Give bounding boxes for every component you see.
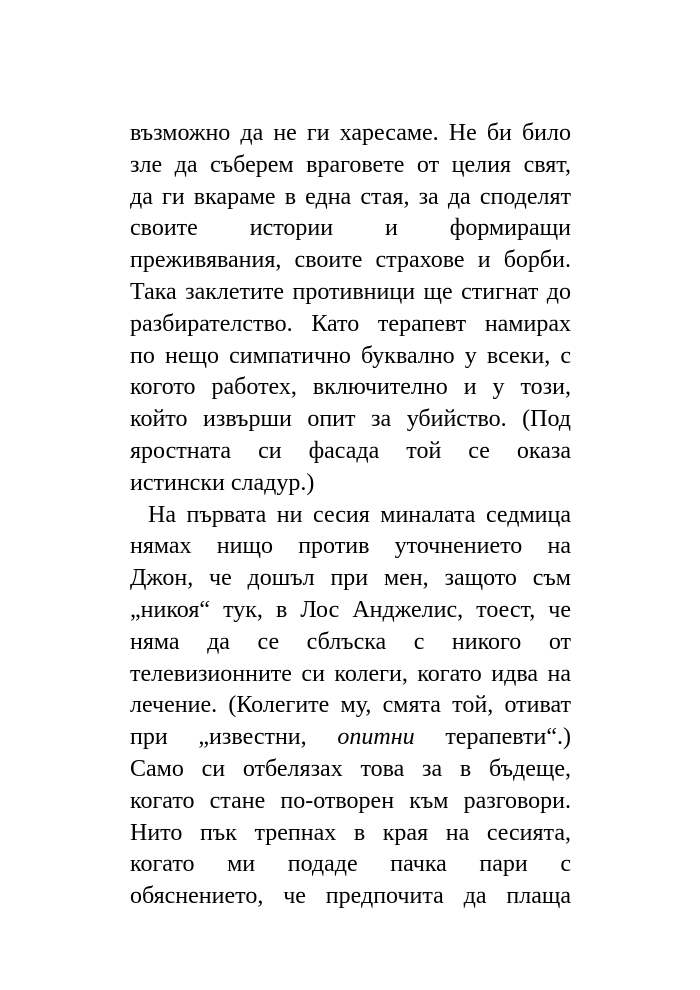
text-line: преживявания, своите страхове и борби.: [130, 247, 571, 274]
text-line: когато стане по-отворен към разговори.: [130, 787, 571, 814]
paragraph-2: [130, 500, 571, 913]
text-line: когато ми подаде пачка пари с: [130, 851, 571, 878]
text-line: да ги вкараме в една стая, за да споделят: [130, 183, 571, 210]
italic-text: опитни: [337, 724, 415, 751]
text-line: своите истории и формиращи: [130, 215, 571, 242]
text-segment: терапевти“.): [414, 724, 572, 751]
text-line: когото работех, включително и у този,: [130, 374, 571, 401]
text-line: Нито пък трепнах в края на сесията,: [130, 819, 571, 846]
text-line: зле да съберем враговете от целия свят,: [130, 151, 571, 178]
text-line: яростната си фасада той се оказа: [130, 437, 571, 464]
text-line: лечение. (Колегите му, смята той, отиват: [130, 692, 571, 719]
text-line: по нещо симпатично буквално у всеки, с: [130, 342, 571, 369]
text-line: „никоя“ тук, в Лос Анджелис, тоест, че: [130, 596, 571, 623]
paragraph-1: [130, 118, 571, 500]
text-line: който извърши опит за убийство. (Под: [130, 406, 571, 433]
text-line: разбирателство. Като терапевт намирах: [130, 310, 571, 337]
text-segment: при „известни,: [130, 724, 338, 751]
text-line: Само си отбелязах това за в бъдеще,: [130, 755, 571, 782]
text-line: обяснението, че предпочита да плаща: [130, 883, 571, 910]
text-line: Джон, че дошъл при мен, защото съм: [130, 565, 571, 592]
text-line: истински сладур.): [130, 469, 315, 496]
text-line: няма да се сблъска с никого от: [130, 628, 571, 655]
text-line: [130, 722, 571, 754]
text-line: възможно да не ги харесаме. Не би било: [130, 120, 571, 146]
text-line: На първата ни сесия миналата седмица: [148, 501, 571, 528]
text-line: телевизионните си колеги, когато идва на: [130, 660, 571, 687]
text-line: нямах нищо против уточнението на: [130, 533, 571, 560]
text-line: Така заклетите противници ще стигнат до: [130, 278, 571, 305]
body-text: [130, 118, 571, 913]
